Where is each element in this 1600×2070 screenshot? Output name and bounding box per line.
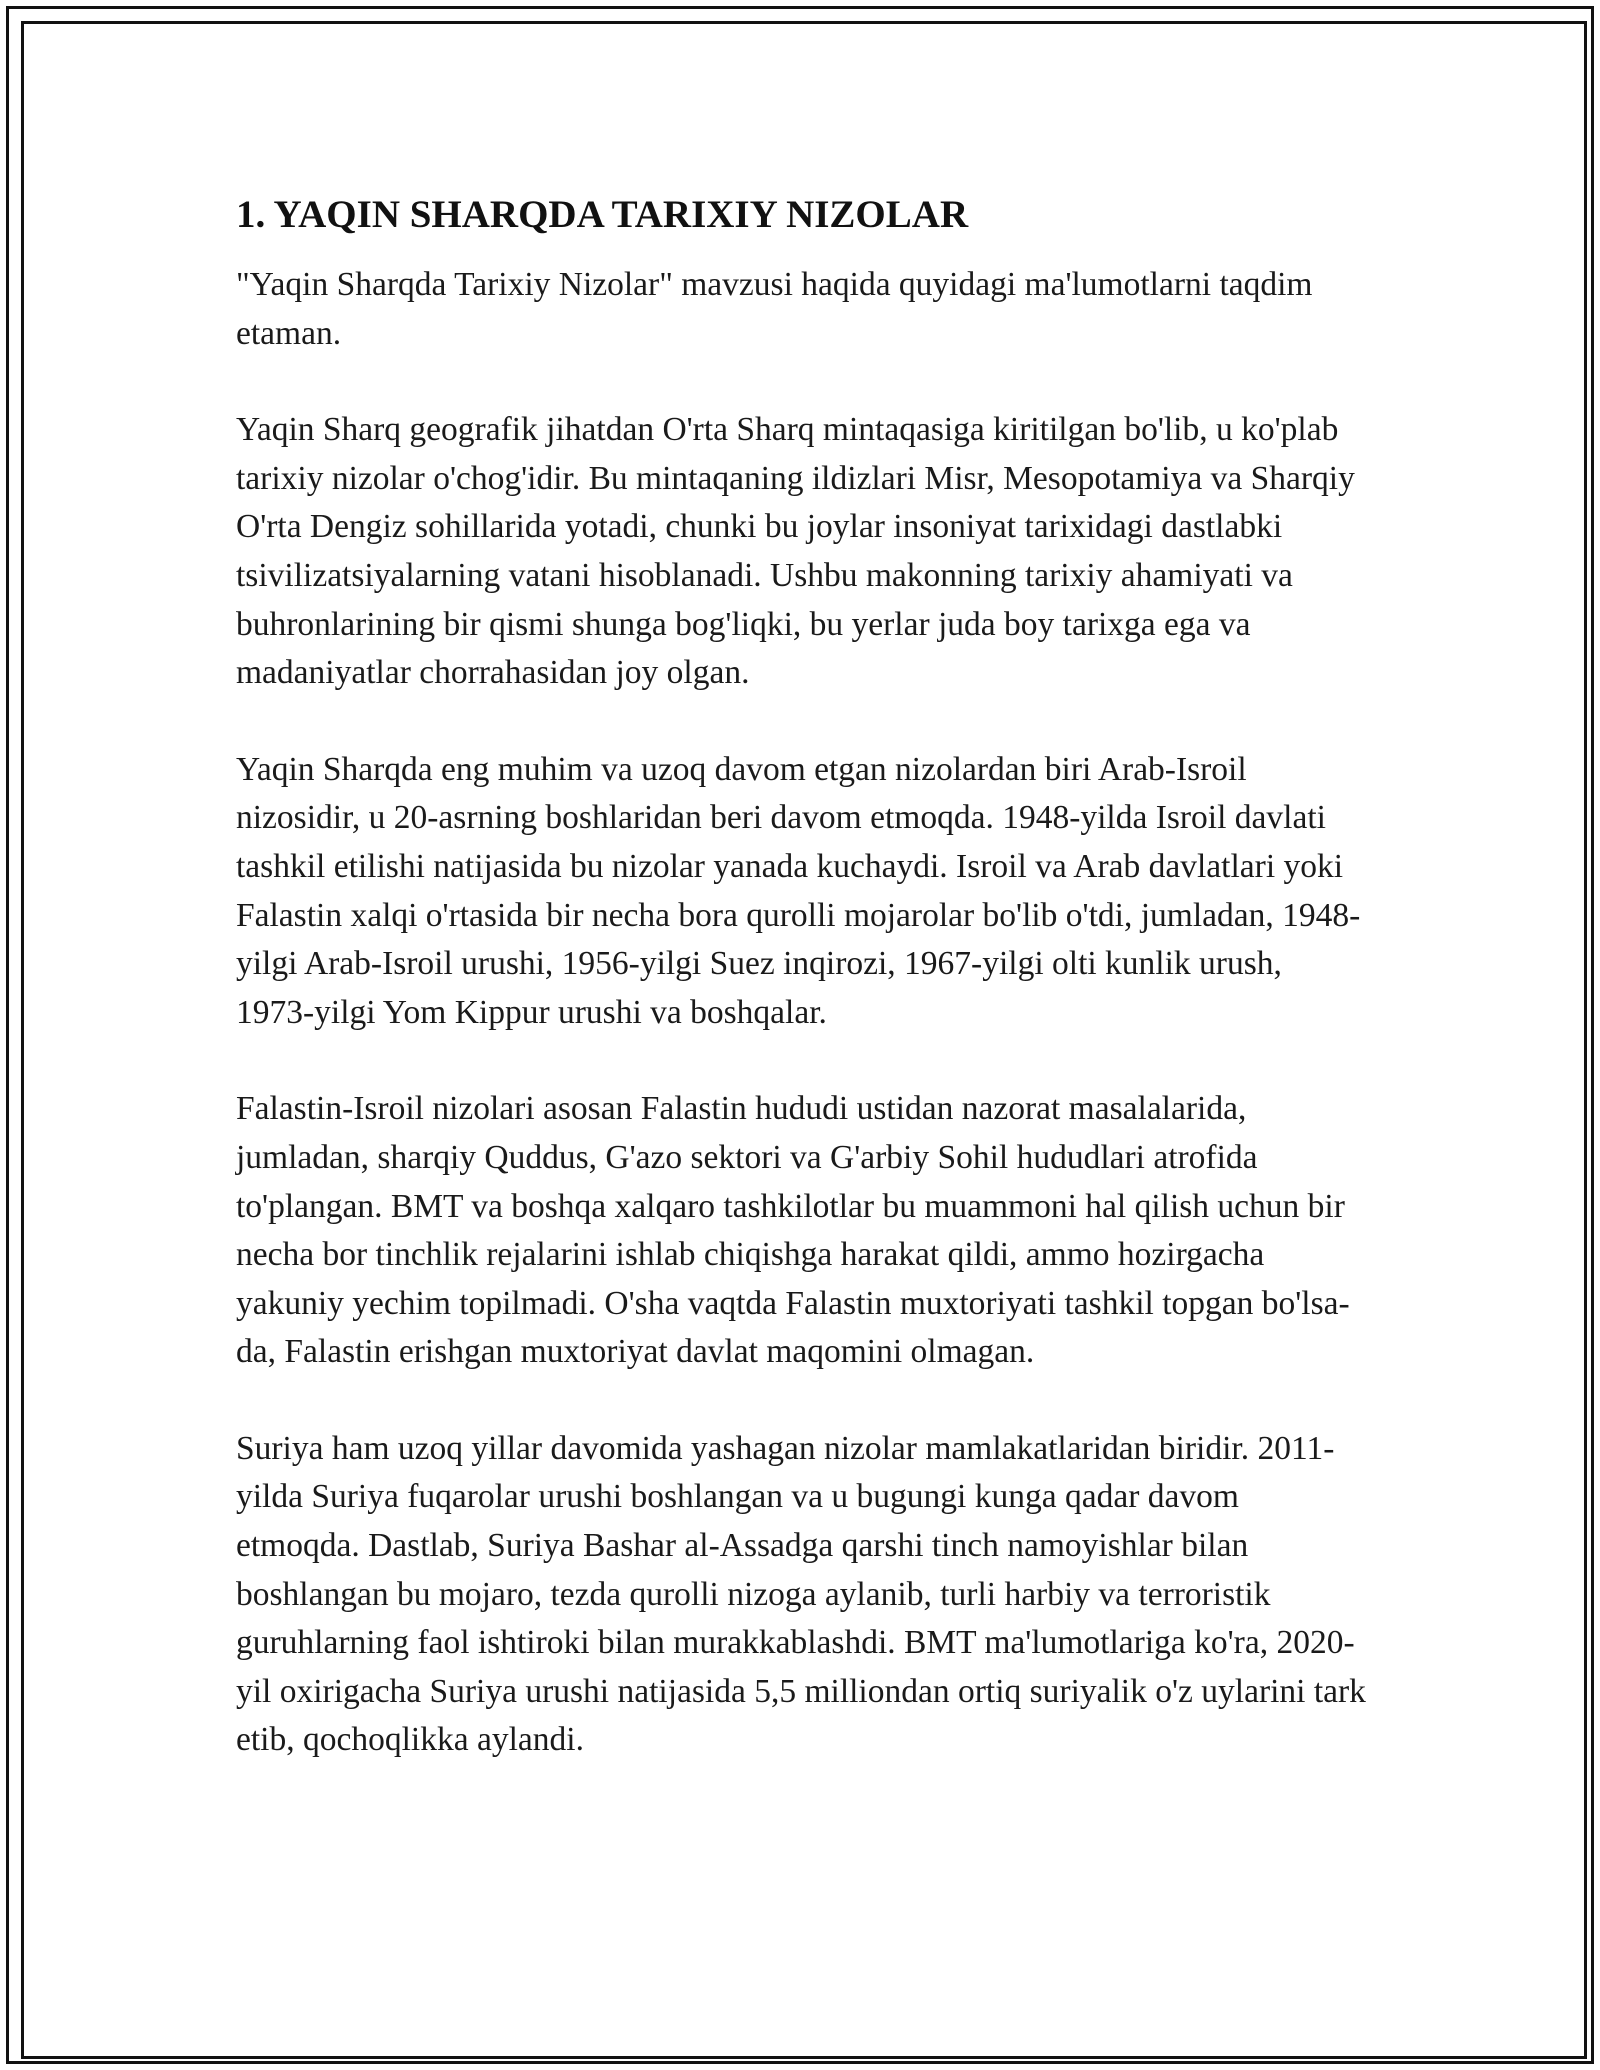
paragraph-syria: Suriya ham uzoq yillar davomida yashagan nizolar mamlakatlaridan biridir. 2011-yilda Suriya fuqarolar urushi boshlangan va u bugungi kunga qadar davom etmoqda. Dastlab, Suriya Bashar al-Assadga qarshi tinch namoyishlar bilan boshlangan bu mojaro, tezda qurolli nizoga aylanib, turli harbiy va terroristik guruhlarning faol ishtiroki bilan murakkablashdi. BMT ma'lumotlariga ko'ra, 2020-yil oxirigacha Suriya urushi natijasida 5,5 milliondan ortiq suriyalik o'z uylarini tark etib, qochoqlikka aylandi. [236, 1429, 1366, 1759]
paragraph-palestine-israel: Falastin-Isroil nizolari asosan Falastin hududi ustidan nazorat masalalarida, jumladan, sharqiy Quddus, G'azo sektori va G'arbiy Sohil hududlari atrofida to'plangan. BMT va boshqa xalqaro tashkilotlar bu muammoni hal qilish uchun bir necha bor tinchlik rejalarini ishlab chiqishga harakat qildi, ammo hozirgacha yakuniy yechim topilmadi. O'sha vaqtda Falastin muxtoriyati tashkil topgan bo'lsa-da, Falastin erishgan muxtoriyat davlat maqomini olmagan. [236, 1090, 1350, 1371]
paragraph-intro: "Yaqin Sharqda Tarixiy Nizolar" mavzusi haqida quyidagi ma'lumotlarni taqdim etaman. [236, 266, 1313, 352]
paragraph-arab-israeli-conflict: Yaqin Sharqda eng muhim va uzoq davom etgan nizolardan biri Arab-Isroil nizosidir, u 20-asrning boshlaridan beri davom etmoqda. 1948-yilda Isroil davlati tashkil etilishi natijasida bu nizolar yanada kuchaydi. Isroil va Arab davlatlari yoki Falastin xalqi o'rtasida bir necha bora qurolli mojarolar bo'lib o'tdi, jumladan, 1948-yilgi Arab-Isroil urushi, 1956-yilgi Suez inqirozi, 1967-yilgi olti kunlik urush, 1973-yilgi Yom Kippur urushi va boshqalar. [236, 750, 1361, 1031]
paragraph-geography: Yaqin Sharq geografik jihatdan O'rta Sharq mintaqasiga kiritilgan bo'lib, u ko'plab tarixiy nizolar o'chog'idir. Bu mintaqaning ildizlari Misr, Mesopotamiya va Sharqiy O'rta Dengiz sohillarida yotadi, chunki bu joylar insoniyat tarixidagi dastlabki tsivilizatsiyalarning vatani hisoblanadi. Ushbu makonning tarixiy ahamiyati va buhronlarining bir qismi shunga bog'liqki, bu yerlar juda boy tarixga ega va madaniyatlar chorrahasidan joy olgan. [236, 411, 1355, 692]
section-title: 1. YAQIN SHARQDA TARIXIY NIZOLAR [236, 193, 969, 236]
document-body [236, 185, 1366, 1813]
